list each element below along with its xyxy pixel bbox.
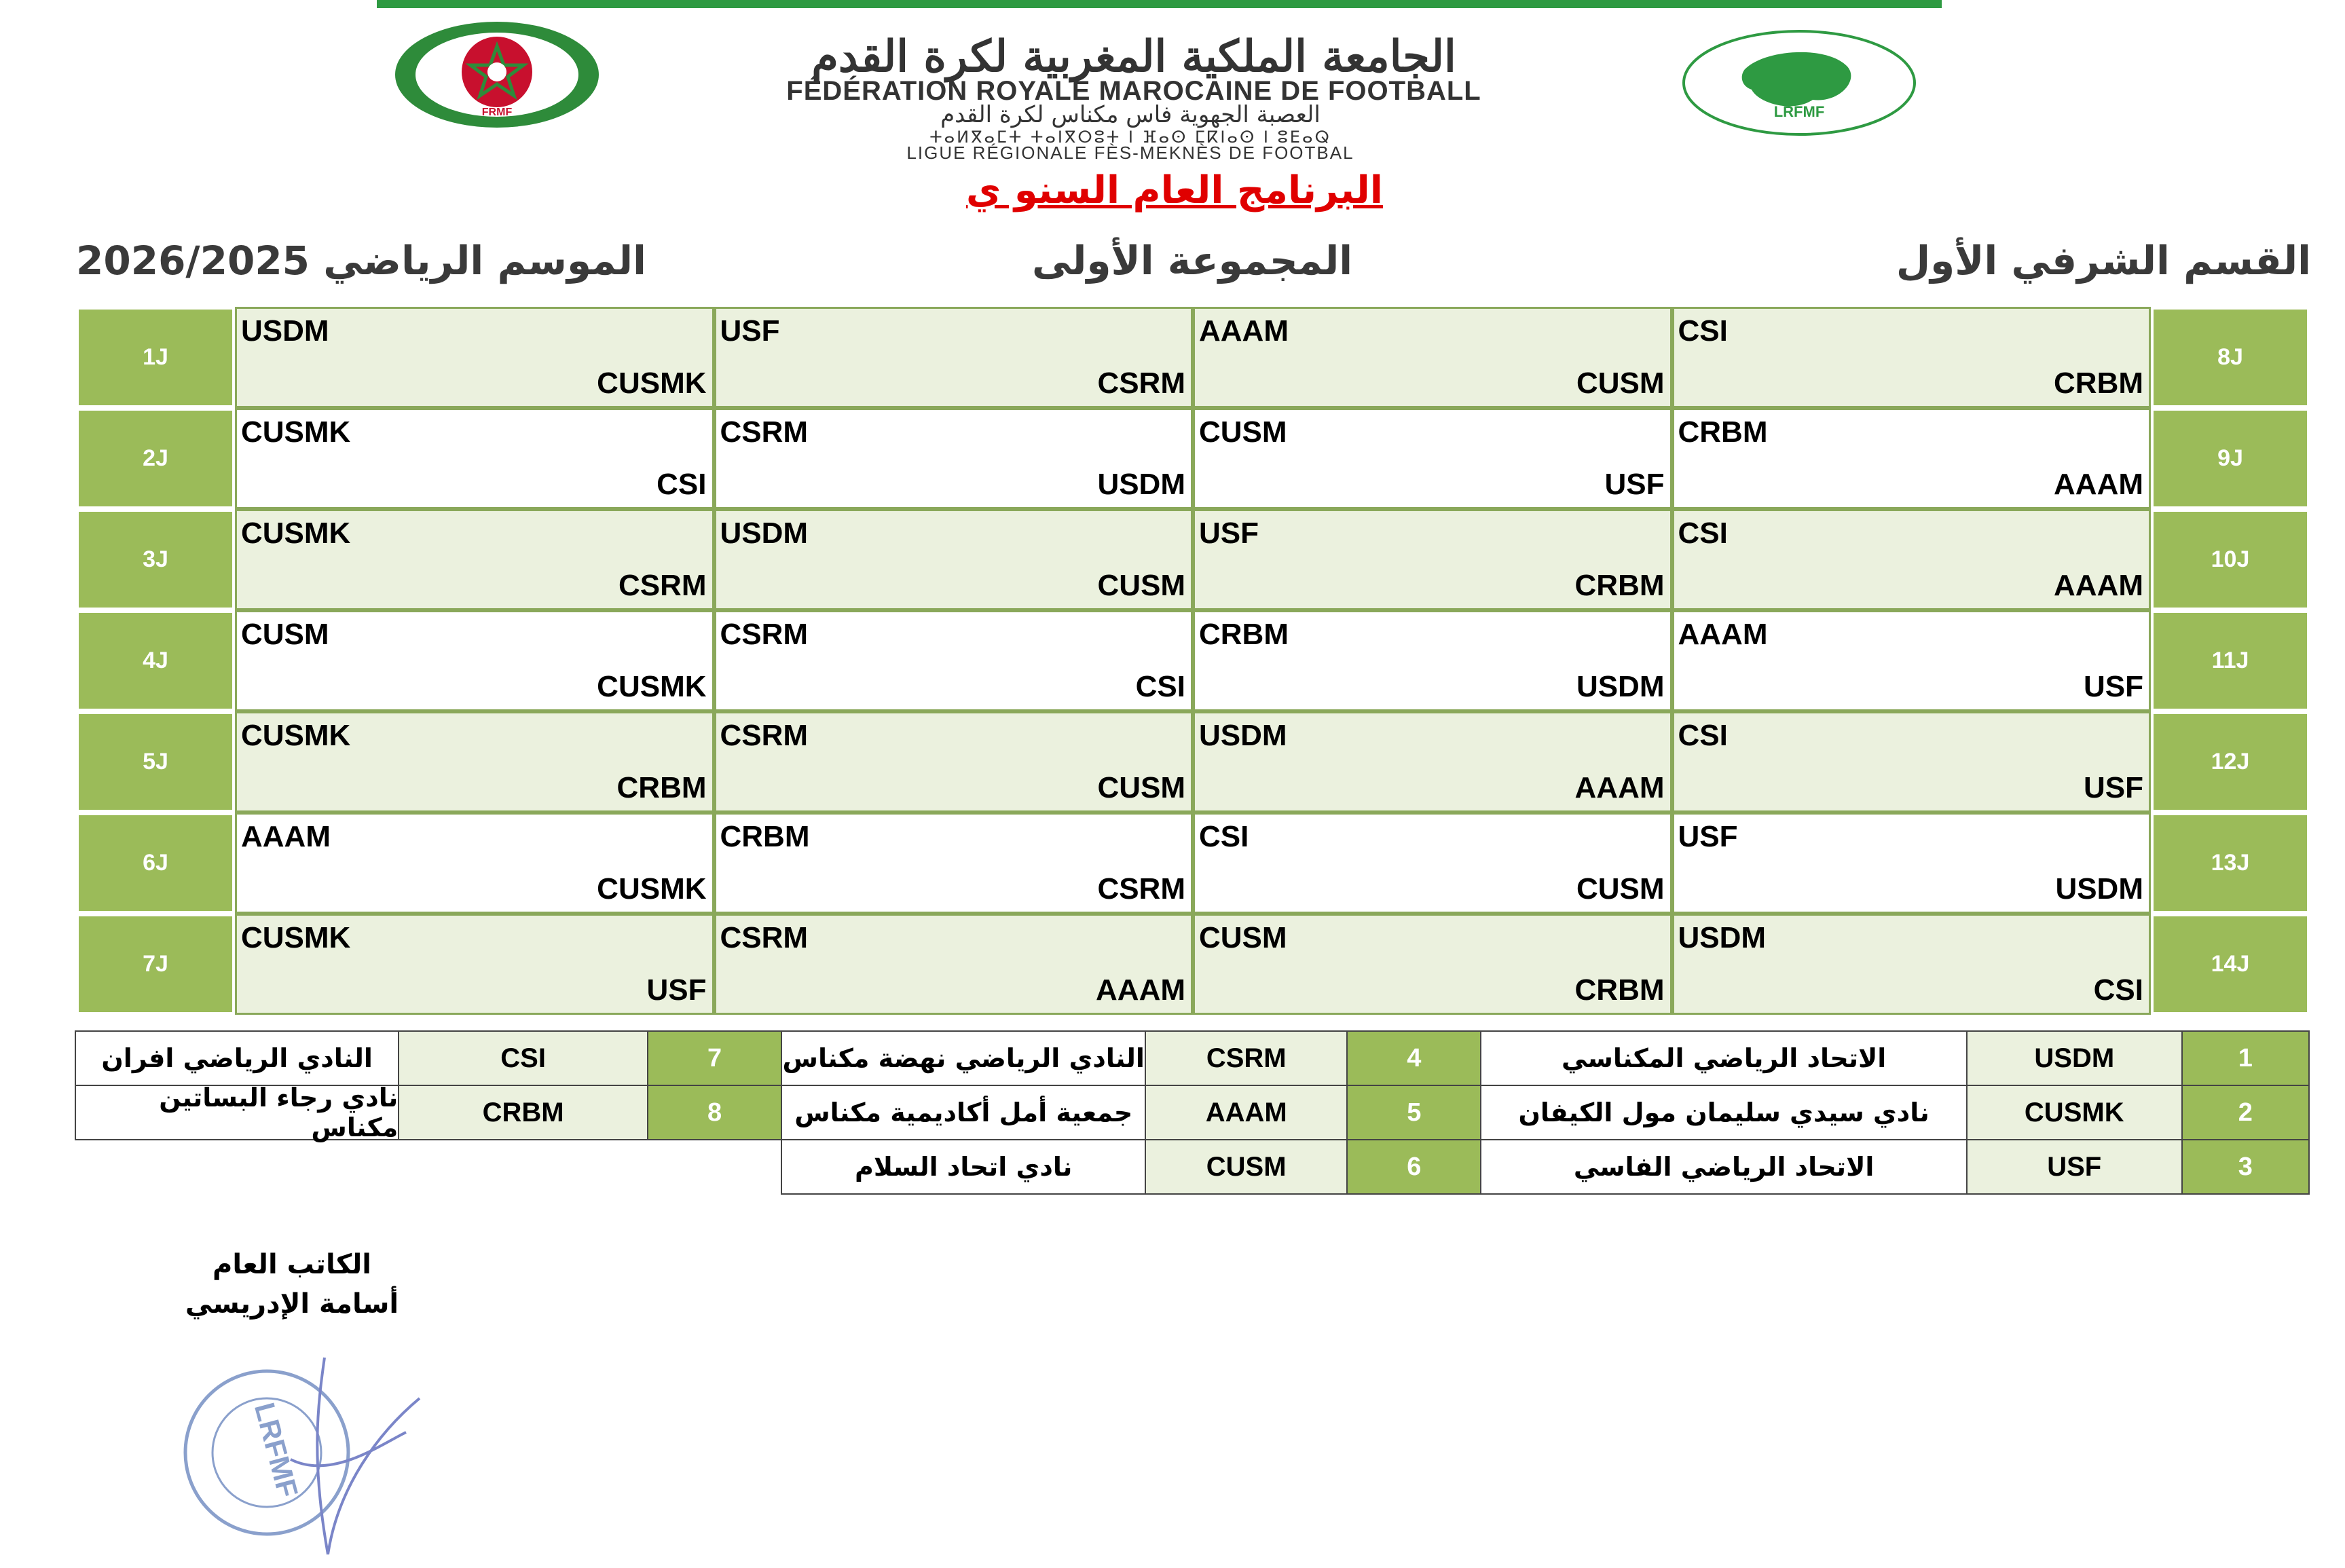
home-team: CRBM bbox=[720, 820, 810, 853]
match-cell bbox=[235, 813, 714, 914]
match-cell bbox=[1672, 509, 2152, 610]
match-cell bbox=[235, 711, 714, 813]
empty-cell bbox=[75, 1139, 399, 1195]
away-team: CRBM bbox=[2054, 367, 2143, 400]
home-team: USDM bbox=[1678, 921, 1767, 954]
away-team: CRBM bbox=[616, 771, 707, 804]
league-name-tifinagh: ⵜⴰⵍⴳⴰⵎⵜ ⵜⴰⵏⴳⵔⵓⵜ ⵏ ⴼⴰⵙ ⵎⴽⵏⴰⵙ ⵏ ⵓⴹⴰⵕ bbox=[929, 128, 1331, 147]
home-team: CUSMK bbox=[241, 921, 351, 954]
group-label: المجموعة الأولى bbox=[1032, 238, 1353, 284]
match-cell bbox=[235, 509, 714, 610]
home-team: USF bbox=[720, 314, 780, 348]
away-team: CUSM bbox=[1576, 367, 1665, 400]
away-team: AAAM bbox=[2054, 468, 2143, 501]
match-cell bbox=[714, 408, 1194, 509]
home-team: CSI bbox=[1678, 719, 1728, 752]
team-full-name: نادي اتحاد السلام bbox=[781, 1139, 1146, 1195]
round-label-first-leg: 6J bbox=[76, 813, 235, 914]
round-label-second-leg: 13J bbox=[2151, 813, 2310, 914]
top-green-bar bbox=[377, 0, 1942, 8]
match-cell bbox=[714, 711, 1194, 813]
home-team: AAAM bbox=[241, 820, 331, 853]
empty-cell bbox=[647, 1139, 782, 1195]
away-team: USDM bbox=[1576, 670, 1665, 703]
home-team: USF bbox=[1678, 820, 1738, 853]
legend-row bbox=[76, 1032, 2310, 1086]
federation-name-arabic: الجامعة الملكية المغربية لكرة القدم bbox=[811, 31, 1456, 82]
match-cell bbox=[1672, 408, 2152, 509]
match-cell bbox=[235, 914, 714, 1015]
home-team: CSRM bbox=[720, 921, 809, 954]
team-number: 3 bbox=[2181, 1139, 2310, 1195]
away-team: USF bbox=[646, 973, 707, 1007]
away-team: CSI bbox=[657, 468, 707, 501]
match-cell bbox=[1672, 610, 2152, 711]
team-full-name: جمعية أمل أكاديمية مكناس bbox=[781, 1085, 1146, 1140]
team-number: 5 bbox=[1346, 1085, 1481, 1140]
team-abbreviation: USDM bbox=[1966, 1030, 2183, 1086]
schedule-grid bbox=[76, 307, 2310, 1015]
away-team: CSI bbox=[1135, 670, 1185, 703]
division-label: القسم الشرفي الأول bbox=[1896, 238, 2311, 284]
match-cell bbox=[1193, 610, 1672, 711]
home-team: AAAM bbox=[1678, 618, 1768, 651]
round-label-first-leg: 7J bbox=[76, 914, 235, 1015]
away-team: CUSMK bbox=[597, 670, 707, 703]
away-team: AAAM bbox=[1096, 973, 1185, 1007]
away-team: AAAM bbox=[1574, 771, 1665, 804]
team-abbreviation: USF bbox=[1966, 1139, 2183, 1195]
schedule-row bbox=[76, 509, 2310, 610]
round-label-first-leg: 3J bbox=[76, 509, 235, 610]
away-team: CUSM bbox=[1097, 771, 1185, 804]
schedule-row bbox=[76, 408, 2310, 509]
secretary-title: الكاتب العام bbox=[213, 1249, 371, 1280]
away-team: CUSM bbox=[1097, 569, 1185, 602]
match-cell bbox=[235, 610, 714, 711]
schedule-row bbox=[76, 914, 2310, 1015]
team-number: 8 bbox=[647, 1085, 782, 1140]
frmf-logo bbox=[388, 20, 612, 136]
round-label-second-leg: 10J bbox=[2151, 509, 2310, 610]
schedule-row bbox=[76, 711, 2310, 813]
team-number: 2 bbox=[2181, 1085, 2310, 1140]
match-cell bbox=[714, 509, 1194, 610]
match-cell bbox=[1193, 813, 1672, 914]
away-team: USF bbox=[1604, 468, 1665, 501]
home-team: AAAM bbox=[1199, 314, 1289, 348]
league-name-arabic: العصبة الجهوية فاس مكناس لكرة القدم bbox=[940, 101, 1321, 128]
match-cell bbox=[1672, 914, 2152, 1015]
team-number: 6 bbox=[1346, 1139, 1481, 1195]
away-team: AAAM bbox=[2054, 569, 2143, 602]
away-team: CSRM bbox=[1097, 872, 1185, 906]
team-full-name: نادي رجاء البساتين مكناس bbox=[75, 1085, 399, 1140]
round-label-second-leg: 9J bbox=[2151, 408, 2310, 509]
away-team: CSRM bbox=[618, 569, 707, 602]
away-team: CSI bbox=[2093, 973, 2143, 1007]
team-abbreviation: CSRM bbox=[1145, 1030, 1348, 1086]
round-label-first-leg: 4J bbox=[76, 610, 235, 711]
home-team: CUSMK bbox=[241, 719, 351, 752]
frmf-logo-text: FRMF bbox=[481, 107, 513, 118]
home-team: USDM bbox=[720, 517, 809, 550]
team-full-name: الاتحاد الرياضي المكناسي bbox=[1480, 1030, 1967, 1086]
match-cell bbox=[235, 408, 714, 509]
team-number: 7 bbox=[647, 1030, 782, 1086]
away-team: USF bbox=[2084, 771, 2143, 804]
lrfmf-logo-text: LRFMF bbox=[1773, 103, 1825, 120]
league-name-french: LIGUE RÉGIONALE FÈS-MEKNÈS DE FOOTBAL bbox=[906, 143, 1354, 163]
team-abbreviation: CUSM bbox=[1145, 1139, 1348, 1195]
home-team: CRBM bbox=[1199, 618, 1289, 651]
away-team: CUSMK bbox=[597, 872, 707, 906]
federation-name-french: FÉDÉRATION ROYALE MAROCAINE DE FOOTBALL bbox=[786, 76, 1481, 106]
round-label-second-leg: 12J bbox=[2151, 711, 2310, 813]
official-stamp-signature bbox=[175, 1351, 433, 1568]
home-team: CUSMK bbox=[241, 517, 351, 550]
team-full-name: الاتحاد الرياضي الفاسي bbox=[1480, 1139, 1967, 1195]
home-team: CUSM bbox=[1199, 415, 1287, 449]
home-team: CSRM bbox=[720, 719, 809, 752]
away-team: CRBM bbox=[1574, 569, 1665, 602]
match-cell bbox=[1193, 408, 1672, 509]
team-abbreviation: CSI bbox=[398, 1030, 648, 1086]
secretary-name: أسامة الإدريسي bbox=[185, 1288, 399, 1320]
home-team: CUSMK bbox=[241, 415, 351, 449]
team-abbreviation: AAAM bbox=[1145, 1085, 1348, 1140]
match-cell bbox=[1193, 307, 1672, 408]
match-cell bbox=[235, 307, 714, 408]
team-full-name: نادي سيدي سليمان مول الكيفان bbox=[1480, 1085, 1967, 1140]
home-team: CSRM bbox=[720, 415, 809, 449]
match-cell bbox=[1193, 711, 1672, 813]
home-team: USF bbox=[1199, 517, 1259, 550]
team-number: 1 bbox=[2181, 1030, 2310, 1086]
team-full-name: النادي الرياضي افران bbox=[75, 1030, 399, 1086]
match-cell bbox=[1193, 509, 1672, 610]
match-cell bbox=[714, 914, 1194, 1015]
match-cell bbox=[1672, 711, 2152, 813]
team-abbreviation: CRBM bbox=[398, 1085, 648, 1140]
legend-row bbox=[76, 1140, 2310, 1195]
away-team: CUSM bbox=[1576, 872, 1665, 906]
match-cell bbox=[1193, 914, 1672, 1015]
empty-cell bbox=[398, 1139, 648, 1195]
schedule-row bbox=[76, 307, 2310, 408]
schedule-row bbox=[76, 813, 2310, 914]
away-team: CSRM bbox=[1097, 367, 1185, 400]
round-label-first-leg: 2J bbox=[76, 408, 235, 509]
home-team: CSRM bbox=[720, 618, 809, 651]
page-title: البرنامج العام السنو ي bbox=[966, 168, 1383, 212]
match-cell bbox=[714, 307, 1194, 408]
home-team: CUSM bbox=[1199, 921, 1287, 954]
away-team: USDM bbox=[1097, 468, 1185, 501]
home-team: CUSM bbox=[241, 618, 329, 651]
teams-legend bbox=[76, 1032, 2310, 1195]
home-team: USDM bbox=[1199, 719, 1287, 752]
round-label-second-leg: 14J bbox=[2151, 914, 2310, 1015]
home-team: CSI bbox=[1199, 820, 1249, 853]
round-label-first-leg: 1J bbox=[76, 307, 235, 408]
team-abbreviation: CUSMK bbox=[1966, 1085, 2183, 1140]
lrfmf-logo bbox=[1677, 29, 1921, 137]
match-cell bbox=[714, 813, 1194, 914]
away-team: CRBM bbox=[1574, 973, 1665, 1007]
away-team: CUSMK bbox=[597, 367, 707, 400]
round-label-second-leg: 8J bbox=[2151, 307, 2310, 408]
away-team: USF bbox=[2084, 670, 2143, 703]
home-team: CRBM bbox=[1678, 415, 1768, 449]
legend-row bbox=[76, 1083, 2310, 1142]
away-team: USDM bbox=[2055, 872, 2143, 906]
round-label-first-leg: 5J bbox=[76, 711, 235, 813]
home-team: CSI bbox=[1678, 517, 1728, 550]
match-cell bbox=[1672, 307, 2152, 408]
home-team: USDM bbox=[241, 314, 329, 348]
season-label: الموسم الرياضي 2026/2025 bbox=[76, 238, 646, 284]
team-full-name: النادي الرياضي نهضة مكناس bbox=[781, 1030, 1146, 1086]
schedule-row bbox=[76, 610, 2310, 711]
match-cell bbox=[714, 610, 1194, 711]
team-number: 4 bbox=[1346, 1030, 1481, 1086]
round-label-second-leg: 11J bbox=[2151, 610, 2310, 711]
home-team: CSI bbox=[1678, 314, 1728, 348]
stamp-text: LRFMF bbox=[248, 1399, 305, 1501]
match-cell bbox=[1672, 813, 2152, 914]
